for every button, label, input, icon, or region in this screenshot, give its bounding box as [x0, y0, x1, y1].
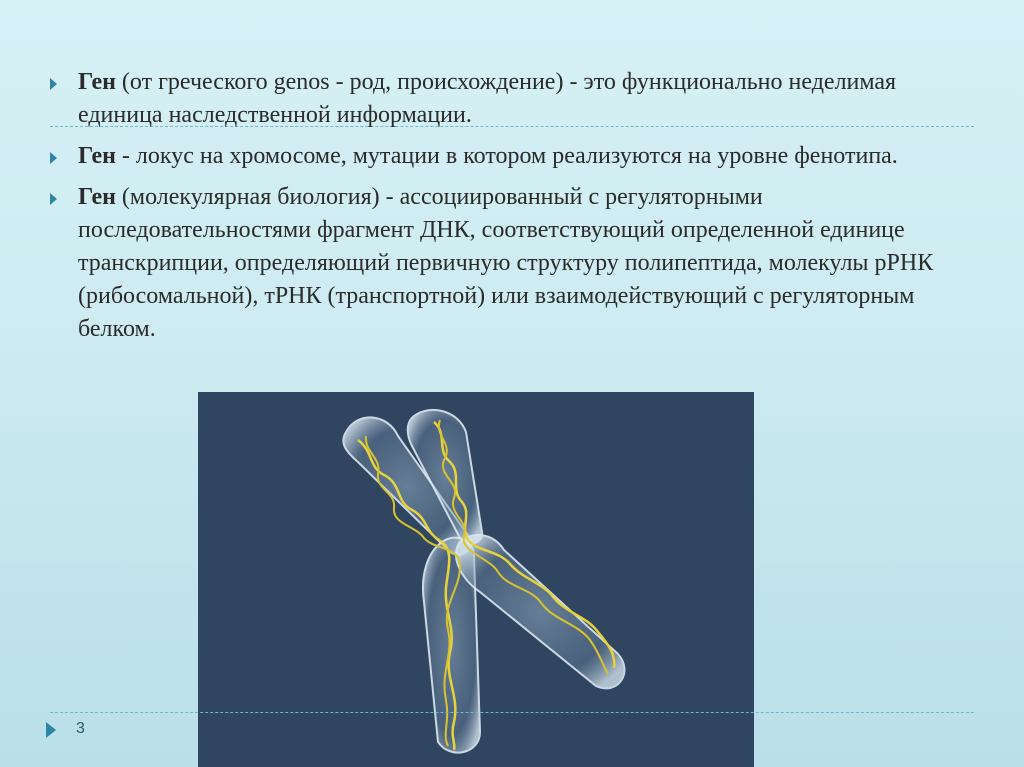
- page-number: 3: [76, 720, 85, 737]
- bullet-text: (от греческого genos - род, происхождение) - это функционально неделимая единица наследственной информации.: [78, 69, 897, 128]
- bullet-triangle-icon: [50, 78, 57, 90]
- bullet-text: - локус на хромосоме, мутации в котором реализуются на уровне фенотипа.: [115, 143, 898, 169]
- footer-triangle-icon: [46, 722, 56, 738]
- bullet-list: [48, 66, 948, 354]
- chromosome-icon: [198, 392, 754, 767]
- bullet-text: (молекулярная биология) - ассоциированный с регуляторными последовательностями фрагмент ДНК, соответствующий определенной единице транскрипции, определяющий первичную структуру полипептида, молекулы рРНК (рибосомальной), тРНК (транспортной) или взаимодействующий с регуляторным белком.: [78, 184, 934, 342]
- bullet-item-2: [48, 140, 948, 173]
- chromosome-image: [198, 392, 754, 767]
- bullet-item-3: [48, 181, 948, 346]
- bullet-triangle-icon: [50, 152, 57, 164]
- bullet-triangle-icon: [50, 193, 57, 205]
- bullet-term: Ген: [78, 184, 116, 210]
- bullet-term: Ген: [78, 143, 116, 169]
- bullet-term: Ген: [78, 69, 116, 95]
- bullet-item-1: [48, 66, 948, 132]
- divider-bottom: [50, 712, 974, 713]
